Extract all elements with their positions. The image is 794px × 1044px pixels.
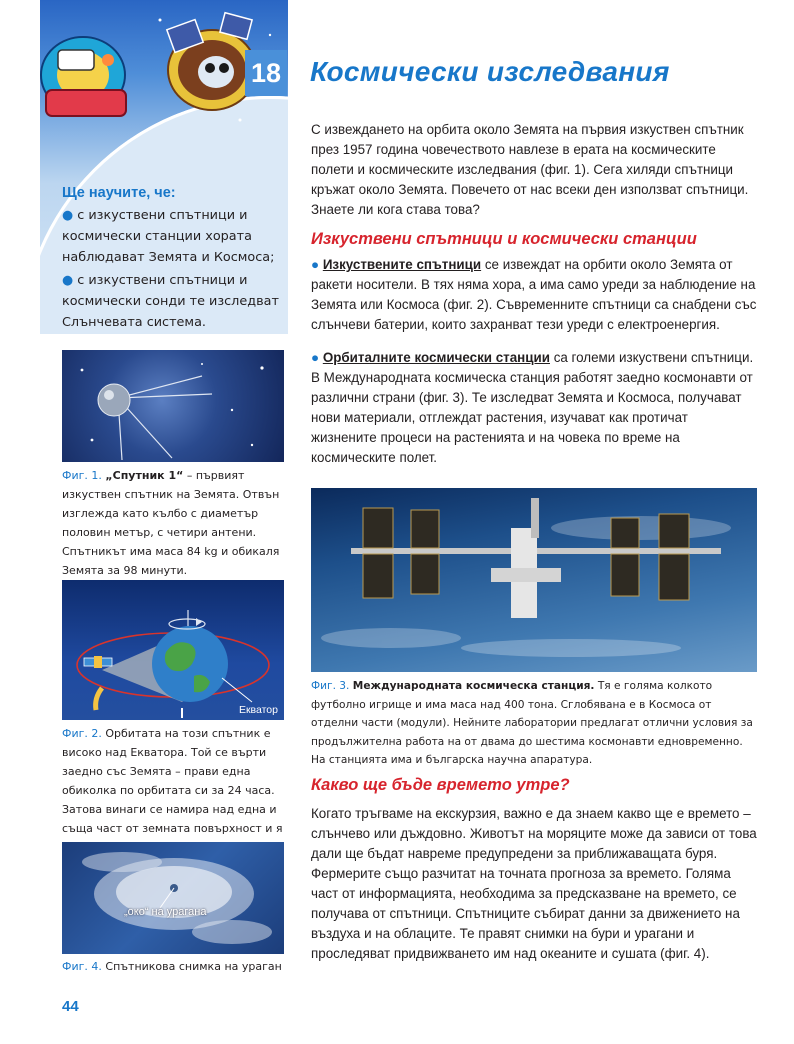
- fig4-caption: [62, 957, 284, 976]
- fig-label: Фиг. 2.: [62, 727, 102, 740]
- bullet-icon: ●: [62, 273, 78, 288]
- learn-title: Ще научите, че:: [62, 185, 176, 201]
- page-number: 44: [62, 998, 79, 1015]
- learn-item: [62, 270, 284, 333]
- bullet-icon: ●: [311, 257, 323, 272]
- learn-item: [62, 205, 284, 268]
- fig-label: Фиг. 1.: [62, 469, 102, 482]
- hurricane-eye-label: „око“ на урагана: [124, 906, 207, 918]
- learn-item-text: с изкуствени спътници и космически станции хората наблюдават Земята и Космоса;: [62, 208, 275, 265]
- paragraph-satellites: [311, 255, 757, 335]
- paragraph-weather: Когато тръгваме на екскурзия, важно е да знаем какво ще е времето – слънчево или дъждовно. Животът на моряците може да зависи от това дали ще бъдат навреме предупредени за приближаващата буря. Фермерите също разчитат на точната прогноза за времето. Голяма част от информацията, необходима за предсказване на времето, се получава от спътници. Спътниците събират данни за движението на въздуха и на облаците. Те правят снимки на бури и урагани и проследяват придвижването им над океаните и сушата (фиг. 4).: [311, 806, 757, 961]
- equator-label: Екватор: [238, 704, 278, 716]
- section-title: Изкуствени спътници и космически станции: [311, 230, 697, 248]
- fig-text: Орбитата на този спътник е високо над Екватора. Той се върти заедно със Земята – прави една обиколка по орбитата си за 24 часа. Затова винаги се намира над една и съща част от земната повърхност и я: [62, 727, 283, 835]
- learn-box: [62, 185, 284, 335]
- fig-title: Международната космическа станция.: [352, 680, 595, 692]
- iss-photo: [311, 488, 757, 672]
- iss-drawing: [311, 488, 757, 672]
- fig-label: Фиг. 3.: [311, 680, 350, 692]
- chapter-number: 18: [245, 50, 287, 96]
- paragraph-text: са големи изкуствени спътници. В Международната космическа станция работят заедно космонавти от различни страни (фиг. 3). Те изследват Земята и Космоса, получават нови материали, отглеждат растения, изучават как протичат жизнените процеси на растенията и на човека по време на космическите полет.: [311, 350, 754, 465]
- orbit-drawing: [62, 580, 284, 720]
- hurricane-drawing: [62, 842, 284, 954]
- section-title: Какво ще бъде времето утре?: [311, 776, 570, 794]
- bullet-icon: ●: [311, 350, 323, 365]
- fig2-caption: [62, 724, 284, 857]
- paragraph-text: се извеждат на орбити около Земята от ракети носители. В тях няма хора, а има само уреди за наблюдение на Земята или Космоса (фиг. 2). Съвременните спътници са снабдени със слънчеви батерии, които захранват тези уреди с електроенергия.: [311, 257, 757, 332]
- learn-item-text: с изкуствени спътници и космически сонди те изследват Слънчевата система.: [62, 273, 279, 330]
- fig3-caption: [311, 677, 757, 770]
- intro-paragraph: С извеждането на орбита около Земята на първия изкуствен спътник през 1957 година човечеството навлезе в ерата на космическите полети и космическите изследвания (фиг. 1). Сега хиляди спътници кръжат около Земята. Повечето от нас всеки ден използват спътници. Знаете ли кога става това?: [311, 122, 749, 217]
- sputnik-drawing: [62, 350, 284, 462]
- fig-title: „Спутник 1“: [105, 469, 184, 482]
- term-stations: Орбиталните космически станции: [322, 350, 550, 365]
- fig1-caption: [62, 466, 284, 580]
- fig-text: – първият изкуствен спътник на Земята. Отвън изглежда като кълбо с диаметър половин метър, с четири антени. Спътникът има маса 84 kg и обикаля Земята за 98 минути.: [62, 469, 280, 577]
- paragraph-stations: [311, 348, 757, 468]
- cartoon-satellite-left-icon: [40, 20, 148, 130]
- bullet-icon: ●: [62, 208, 78, 223]
- orbit-diagram: [62, 580, 284, 720]
- term-satellites: Изкуствените спътници: [322, 257, 482, 272]
- sputnik-photo: [62, 350, 284, 462]
- fig-text: Спътникова снимка на ураган: [101, 960, 282, 973]
- fig-text: Тя е голяма колкото футболно игрище и има маса над 400 тона. Сглобявана е в Космоса от отделни части (модули). Нейните лаборатории предлагат отлични условия за продължителна работа на от двама до шестима космонавти едновременно. На станцията има и българска научна апаратура.: [311, 680, 753, 766]
- fig-label: Фиг. 4.: [62, 960, 102, 973]
- hurricane-photo: [62, 842, 284, 954]
- chapter-title: Космически изследвания: [310, 56, 670, 87]
